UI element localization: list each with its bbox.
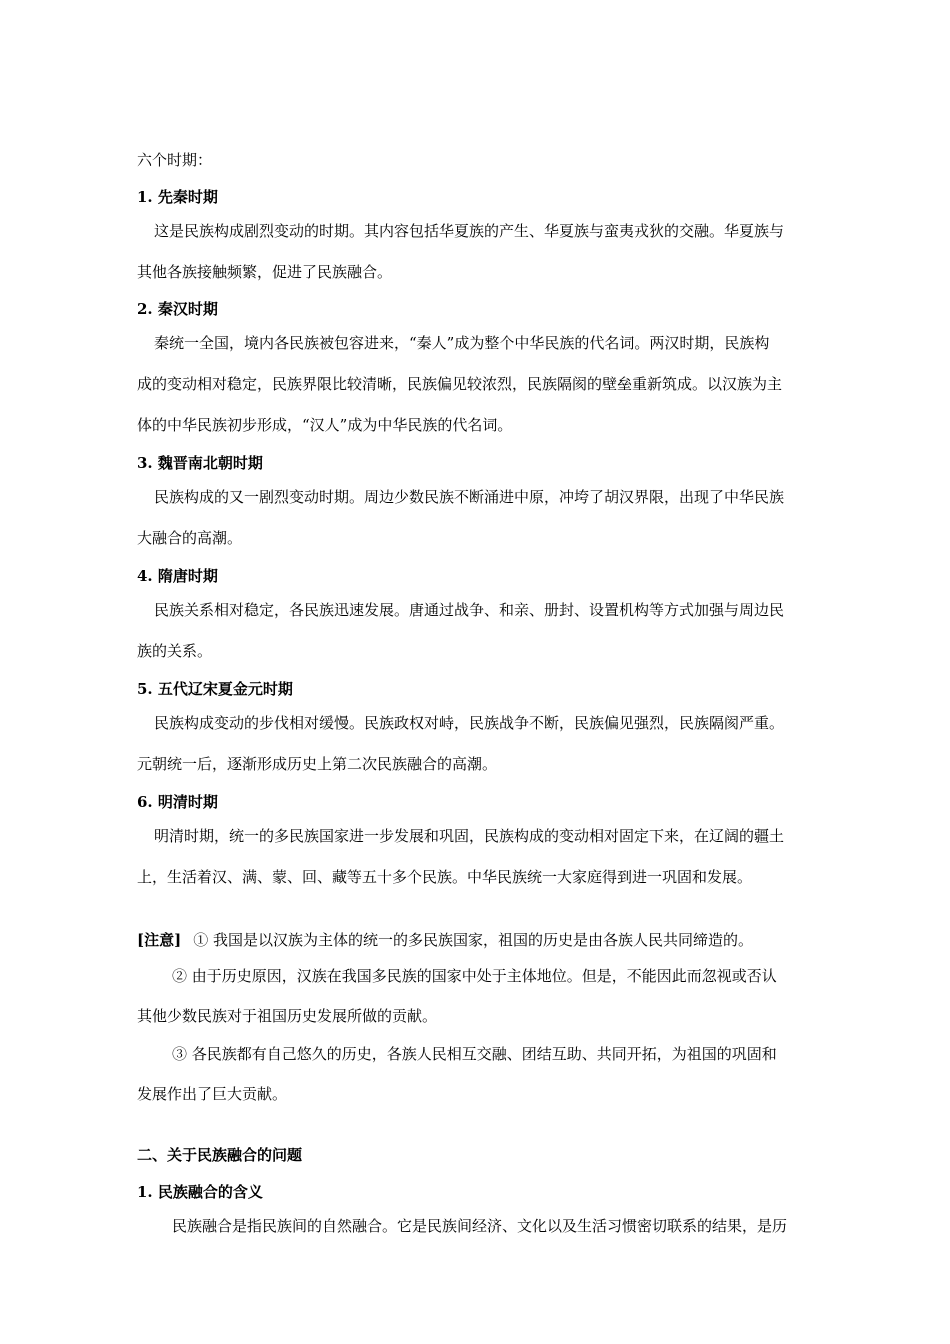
section-2-sub1-heading: 1. 民族融合的含义 <box>137 1183 263 1201</box>
note-label: [注意] <box>137 931 182 949</box>
note-item-2-line-2: 其他少数民族对于祖国历史发展所做的贡献。 <box>137 1007 438 1025</box>
period-2-line-1: 秦统一全国，境内各民族被包容进来，“秦人”成为整个中华民族的代名词。两汉时期，民族构 <box>154 334 770 352</box>
note-item-1-text: ① 我国是以汉族为主体的统一的多民族国家，祖国的历史是由各族人民共同缔造的。 <box>193 931 753 949</box>
period-5-line-1: 民族构成变动的步伐相对缓慢。民族政权对峙，民族战争不断，民族偏见强烈，民族隔阂严重。 <box>154 714 785 732</box>
period-4-line-1: 民族关系相对稳定，各民族迅速发展。唐通过战争、和亲、册封、设置机构等方式加强与周边民 <box>154 601 785 619</box>
period-heading-6: 6. 明清时期 <box>137 793 218 811</box>
period-heading-4: 4. 隋唐时期 <box>137 567 218 585</box>
period-2-line-2: 成的变动相对稳定，民族界限比较清晰，民族偏见较浓烈，民族隔阂的壁垒重新筑成。以汉族为主 <box>137 375 783 393</box>
section-2-sub1-line-1: 民族融合是指民族间的自然融合。它是民族间经济、文化以及生活习惯密切联系的结果，是历 <box>172 1217 788 1235</box>
period-4-line-2: 族的关系。 <box>137 642 213 660</box>
period-6-line-2: 上，生活着汉、满、蒙、回、藏等五十多个民族。中华民族统一大家庭得到进一巩固和发展。 <box>137 868 753 886</box>
intro-text: 六个时期： <box>137 151 213 169</box>
period-heading-3: 3. 魏晋南北朝时期 <box>137 454 263 472</box>
period-1-line-2: 其他各族接触频繁，促进了民族融合。 <box>137 263 393 281</box>
note-item-3-line-2: 发展作出了巨大贡献。 <box>137 1085 288 1103</box>
period-heading-2: 2. 秦汉时期 <box>137 300 218 318</box>
period-3-line-1: 民族构成的又一剧烈变动时期。周边少数民族不断涌进中原，冲垮了胡汉界限，出现了中华民族 <box>154 488 785 506</box>
period-heading-5: 5. 五代辽宋夏金元时期 <box>137 680 293 698</box>
period-3-line-2: 大融合的高潮。 <box>137 529 243 547</box>
period-heading-1: 1. 先秦时期 <box>137 188 218 206</box>
section-2-heading: 二、关于民族融合的问题 <box>137 1146 303 1164</box>
note-item-1 <box>137 930 867 950</box>
period-6-line-1: 明清时期，统一的多民族国家进一步发展和巩固，民族构成的变动相对固定下来，在辽阔的疆土 <box>154 827 785 845</box>
note-item-3-line-1: ③ 各民族都有自己悠久的历史，各族人民相互交融、团结互助、共同开拓，为祖国的巩固和 <box>172 1045 777 1063</box>
period-2-line-3: 体的中华民族初步形成，“汉人”成为中华民族的代名词。 <box>137 416 513 434</box>
period-5-line-2: 元朝统一后，逐渐形成历史上第二次民族融合的高潮。 <box>137 755 498 773</box>
period-1-line-1: 这是民族构成剧烈变动的时期。其内容包括华夏族的产生、华夏族与蛮夷戎狄的交融。华夏族与 <box>154 222 785 240</box>
note-item-2-line-1: ② 由于历史原因，汉族在我国多民族的国家中处于主体地位。但是，不能因此而忽视或否认 <box>172 967 777 985</box>
